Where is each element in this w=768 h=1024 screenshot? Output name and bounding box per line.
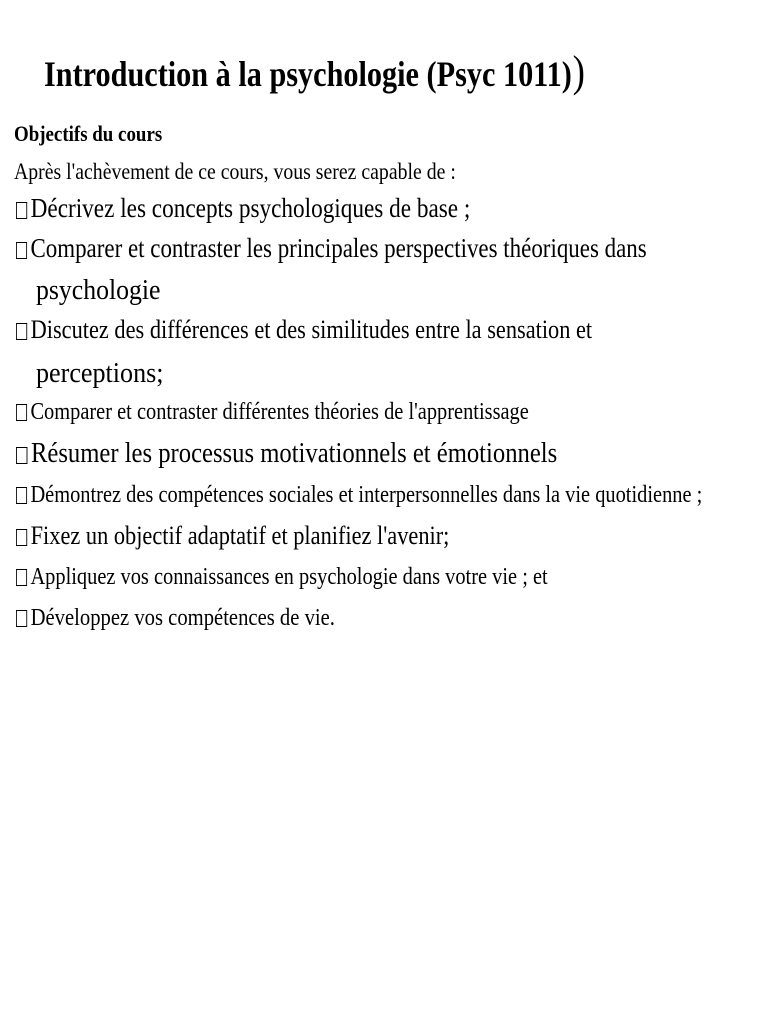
missing-glyph-bullet-icon <box>16 404 27 421</box>
objective-item <box>16 604 335 632</box>
missing-glyph-bullet-icon <box>16 487 27 504</box>
intro-text: Après l'achèvement de ce cours, vous serez capable de : <box>14 159 456 184</box>
objective-item <box>16 233 647 263</box>
objective-item <box>16 481 702 509</box>
section-heading: Objectifs du cours <box>14 121 163 146</box>
objective-continuation: perceptions; <box>36 357 164 389</box>
objective-item <box>16 521 449 551</box>
objective-text: Appliquez vos connaissances en psychologie dans votre vie ; et <box>30 564 548 590</box>
missing-glyph-bullet-icon <box>16 323 27 340</box>
objective-continuation: psychologie <box>36 275 161 306</box>
missing-glyph-bullet-icon <box>16 529 27 546</box>
missing-glyph-bullet-icon <box>16 447 27 464</box>
objective-text: Fixez un objectif adaptatif et planifiez l'avenir; <box>30 521 450 550</box>
objective-text: Résumer les processus motivationnels et émotionnels <box>30 438 558 469</box>
missing-glyph-bullet-icon <box>16 202 27 219</box>
objective-text: Décrivez les concepts psychologiques de base ; <box>30 193 471 223</box>
objective-item <box>16 563 548 591</box>
objective-text: Démontrez des compétences sociales et interpersonnelles dans la vie quotidienne ; <box>30 482 703 508</box>
objective-text: Développez vos compétences de vie. <box>30 605 335 631</box>
missing-glyph-bullet-icon <box>16 569 27 586</box>
objective-text: Comparer et contraster différentes théories de l'apprentissage <box>30 399 529 425</box>
missing-glyph-bullet-icon <box>16 242 27 259</box>
objective-text: Comparer et contraster les principales perspectives théoriques dans <box>30 233 647 263</box>
page-title <box>44 48 585 98</box>
objective-item <box>16 398 529 426</box>
missing-glyph-bullet-icon <box>16 610 27 627</box>
objective-item <box>16 193 470 223</box>
objective-text: Discutez des différences et des similitudes entre la sensation et <box>30 315 593 344</box>
objective-item <box>16 438 557 470</box>
objective-item <box>16 315 592 345</box>
title-text: Introduction à la psychologie (Psyc 1011) <box>44 54 572 94</box>
title-extra-paren: ) <box>572 47 585 96</box>
